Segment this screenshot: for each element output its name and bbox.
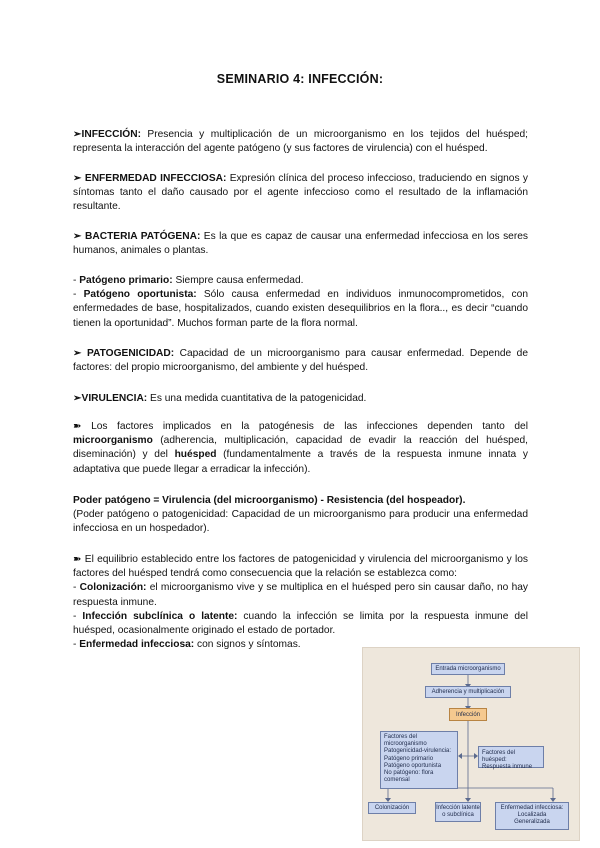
poder-patogeno-formula: Poder patógeno = Virulencia (del microorganismo) - Resistencia (del hospeador). bbox=[73, 495, 466, 506]
page-title: SEMINARIO 4: INFECCIÓN: bbox=[216, 72, 384, 86]
factores-huesped-box bbox=[478, 746, 544, 771]
diagram-text: o subclínica bbox=[442, 812, 474, 819]
virulencia-text: Es una medida cuantitativa de la patogenicidad. bbox=[147, 393, 367, 404]
entrada-box: Entrada microorganismo bbox=[431, 663, 505, 675]
factores-bold-huesped: huésped bbox=[174, 449, 217, 461]
colonizacion-label: Colonización: bbox=[79, 582, 147, 594]
diagram-text: Enfermedad infecciosa: bbox=[500, 805, 564, 811]
diagram-text: microorganismo bbox=[384, 741, 427, 748]
list-dash: - bbox=[73, 289, 84, 301]
list-dash: - bbox=[73, 275, 80, 286]
subclinica-item bbox=[73, 610, 528, 638]
list-dash: - bbox=[73, 582, 80, 594]
virulencia-label: ➢VIRULENCIA: bbox=[73, 393, 148, 404]
infeccion-box: Infección bbox=[449, 708, 487, 721]
infeccion-text: Presencia y multiplicación de un microorganismo en los tejidos del huésped; representa la interacción del agente patógeno (y sus factores de virulencia) con el huésped. bbox=[73, 129, 528, 155]
patogenos-list bbox=[73, 274, 528, 331]
colonizacion-text: el microorganismo vive y se multiplica en el huésped pero sin causar daño, no hay respuesta inmune. bbox=[73, 582, 528, 608]
equilibrio-intro: ➽ El equilibrio establecido entre los factores de patogenicidad y virulencia del microorganismo y los factores del huésped tendrá como consecuencia que la relación se establezca como: bbox=[73, 554, 528, 580]
factores-text-1: ➽ Los factores implicados en la patogénesis de las infecciones dependen tanto del bbox=[73, 421, 528, 432]
diagram-text: Respuesta inmune bbox=[482, 764, 533, 771]
bacteria-patogena-definition bbox=[73, 230, 528, 258]
patogeno-oportunista-label: Patógeno oportunista: bbox=[83, 289, 197, 301]
enfermedad-infecciosa-box bbox=[495, 802, 569, 830]
patogenicidad-label: ➢ PATOGENICIDAD: bbox=[73, 348, 175, 359]
infection-flow-diagram bbox=[362, 647, 580, 841]
infeccion-latente-box bbox=[435, 802, 481, 822]
diagram-text: Patógeno oportunista bbox=[384, 762, 442, 769]
factores-microorganismo-box bbox=[380, 731, 458, 789]
diagram-text: Factores del bbox=[384, 734, 418, 740]
diagram-text: Localizada bbox=[517, 812, 547, 819]
patogeno-oportunista-text: Sólo causa enfermedad en individuos inmunocomprometidos, con enfermedades de base, hospitalizados, cuando existen desequilibrios en la flora.., es decir “cuando tienen la oportunidad”. Muchos forman parte de la flora normal. bbox=[73, 289, 528, 329]
diagram-text: No patógeno: flora bbox=[384, 770, 434, 777]
patogeno-primario-text: Siempre causa enfermedad. bbox=[172, 275, 304, 286]
equilibrio-paragraph bbox=[73, 553, 528, 652]
poder-patogeno-paragraph bbox=[73, 494, 528, 537]
list-dash: - bbox=[73, 610, 83, 622]
poder-patogeno-definition: (Poder patógeno o patogenicidad: Capacidad de un microorganismo para producir una enfermedad infecciosa en un hospedador). bbox=[73, 509, 528, 535]
infeccion-definition bbox=[73, 128, 528, 156]
patogenicidad-definition bbox=[73, 347, 528, 375]
diagram-text: Infección latente bbox=[436, 805, 480, 811]
enfermedad-item-text: con signos y síntomas. bbox=[194, 639, 301, 651]
subclinica-text: cuando la infección se limita por la respuesta inmune del huésped, ocasionalmente originado el estado de portador. bbox=[73, 610, 528, 637]
factores-text-2: (adherencia, multiplicación, capacidad de evadir la reacción del huésped, diseminación) y del bbox=[73, 435, 528, 461]
virulencia-definition bbox=[73, 392, 528, 406]
patogeno-oportunista-item bbox=[73, 288, 528, 331]
enfermedad-item-label: Enfermedad infecciosa: bbox=[79, 639, 195, 651]
infeccion-label: ➢INFECCIÓN: bbox=[73, 129, 141, 140]
factores-paragraph bbox=[73, 420, 528, 477]
factores-text-3: (fundamentalmente a través de la respuesta inmune innata y adaptativa que puede llegar a erradicar la infección). bbox=[73, 449, 528, 475]
colonizacion-item bbox=[73, 581, 528, 609]
bacteria-label: ➢ BACTERIA PATÓGENA: bbox=[73, 231, 201, 242]
enfermedad-label: ➢ ENFERMEDAD INFECCIOSA: bbox=[73, 173, 227, 184]
patogeno-primario-label: Patógeno primario: bbox=[79, 275, 173, 286]
diagram-text: Patógeno primario bbox=[384, 755, 434, 762]
diagram-text: Patogenicidad-virulencia: bbox=[384, 748, 452, 755]
list-dash: - bbox=[73, 639, 80, 651]
diagram-text: Generalizada bbox=[514, 819, 550, 826]
diagram-text: Factores del huésped: bbox=[482, 750, 516, 764]
diagram-text: comensal bbox=[384, 777, 410, 784]
patogeno-primario-item bbox=[73, 274, 528, 288]
patogenicidad-text: Capacidad de un microorganismo para causar enfermedad. Depende de factores: del propio microorganismo, del ambiente y del huésped. bbox=[73, 348, 528, 374]
colonizacion-box: Colonización bbox=[368, 802, 416, 814]
adherencia-box: Adherencia y multiplicación bbox=[425, 686, 511, 698]
enfermedad-infecciosa-definition bbox=[73, 172, 528, 215]
bacteria-text: Es la que es capaz de causar una enfermedad infecciosa en los seres humanos, animales o plantas. bbox=[73, 231, 528, 257]
subclinica-label: Infección subclínica o latente: bbox=[82, 610, 238, 622]
enfermedad-text: Expresión clínica del proceso infeccioso, traduciendo en signos y síntomas tanto el daño causado por el agente infeccioso como el resultado de la inflamación resultante. bbox=[73, 173, 528, 213]
factores-bold-microorganismo: microorganismo bbox=[73, 435, 153, 447]
